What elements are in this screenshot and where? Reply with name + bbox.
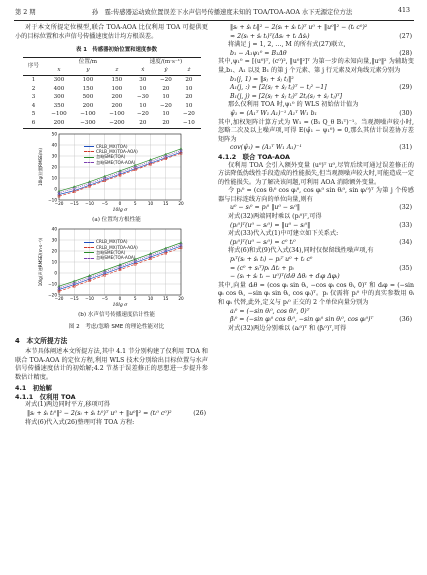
equation-27-body: ‖sᵢ + ṡᵢ tᵢ‖² − 2(sᵢ + ṡᵢ tᵢ)ᵀ u⁰ + ‖u⁰‖² − (tᵢ c⁰)² xyxy=(230,24,368,31)
table-header-serial: 序号 xyxy=(23,57,45,75)
table-cell: −100 xyxy=(51,111,67,118)
table-cell: 10 xyxy=(162,111,170,118)
table-sub: ẋ xyxy=(131,66,154,75)
x-tick-label: 10 xyxy=(147,200,154,206)
para-relation: 对式(33)代入式(1)中可建立如下关系式: xyxy=(228,230,339,238)
legend-swatch xyxy=(84,162,94,163)
equation-30 xyxy=(218,110,414,119)
header-rule xyxy=(14,20,414,21)
x-tick-label: −10 xyxy=(85,200,94,206)
table-header-vel: 速度/(m·s⁻¹) xyxy=(131,57,200,66)
equation-36-number: (36) xyxy=(399,316,412,324)
legend-swatch xyxy=(84,242,94,243)
table-header-pos: 位置/m xyxy=(45,57,132,66)
table-row xyxy=(23,110,201,119)
sensor-table xyxy=(23,57,201,129)
equation-32 xyxy=(218,204,414,213)
equation-29b-body: A₁(j, :) = [2(sⱼ + ṡⱼ tⱼ)ᵀ − tⱼ² −1] xyxy=(230,84,327,92)
legend-label: 忽略SME(TOA) xyxy=(96,249,126,255)
table-cell: 10 xyxy=(139,102,147,109)
table-cell: 20 xyxy=(185,94,193,101)
equation-35c xyxy=(218,273,414,282)
table-cell: 20 xyxy=(185,76,193,83)
equation-35b-body: = (c⁰ + sᵢᵀ)pᵢ Δtᵢ + pᵢ xyxy=(230,264,294,272)
equation-31-number: (31) xyxy=(399,144,412,152)
x-tick-label: 10 xyxy=(147,296,154,302)
equation-30-body: ψ̂₁ = (A₁ᵀ W₁ A₁)⁻¹ A₁ᵀ W₁ b₁ xyxy=(230,109,318,117)
table-row xyxy=(23,102,201,111)
equation-35a xyxy=(218,256,414,265)
table-cell: −20 xyxy=(159,102,172,109)
table-cell: −100 xyxy=(109,111,125,118)
table-caption: 表 1 传感器初始位置和速度参数 xyxy=(75,47,158,54)
table-cell: 150 xyxy=(111,76,123,83)
table-cell: −30 xyxy=(136,94,149,101)
table-cell: 100 xyxy=(82,76,94,83)
y-tick-label: 30 xyxy=(51,237,57,243)
table-cell: 350 xyxy=(53,102,65,109)
equation-26-body: ‖sᵢ + ṡᵢ tᵢ⁰‖² − 2(sᵢ + ṡᵢ tᵢ⁰)ᵀ u⁰ + ‖u⁰‖² = (tᵢ⁰ c⁰)² xyxy=(27,410,172,418)
para-vectors: 其中,向量 dᵢθ = (cos φᵢ sin θᵢ, −cos φᵢ cos θᵢ, 0)ᵀ 和 dᵢφ = (−sin φᵢ cos θᵢ, −sin φᵢ sin θᵢ, cos φᵢ)ᵀ。pᵢ 仅需将 pᵢ⁰ 中的真实参数用 θᵢ 和 φᵢ 代替,此外,定义与 pᵢ⁰ 正交的 2 个单位向量分别为 xyxy=(218,281,414,306)
table-cell: 300 xyxy=(53,94,65,101)
para-combine: 将满足 j = 1, 2, …, M 的所有式(27)联立, xyxy=(228,41,346,49)
table-cell: 150 xyxy=(82,85,94,92)
legend-swatch xyxy=(84,258,94,259)
y-tick-label: 20 xyxy=(51,248,57,254)
table-cell: −20 xyxy=(183,111,195,118)
equation-32-body: u⁰ − sᵢ⁰ = pᵢ⁰ ‖u⁰ − sᵢ⁰‖ xyxy=(230,204,300,212)
table-cell: 200 xyxy=(111,102,123,109)
running-title: 孙 霆:传感器运动致位置误差下水声信号传播速度未知的 TOA/TOA-AOA 水下无源定位方法 xyxy=(92,9,353,16)
x-tick-label: −20 xyxy=(54,296,64,302)
equation-31-body: cov(ψ̂₁) = (A₁ᵀ W₁ A₁)⁻¹ xyxy=(230,144,302,152)
table-cell: 30 xyxy=(139,76,147,83)
y-tick-label: 40 xyxy=(51,226,57,232)
fig-a-caption: (a) 位置均方根性能 xyxy=(92,216,141,223)
left-column xyxy=(15,24,208,427)
plot-a xyxy=(37,131,208,215)
equation-36a-body: aᵢ⁰ = (−sin θᵢ⁰, cos θᵢ⁰, 0)ᵀ xyxy=(230,307,310,315)
table-cell: −300 xyxy=(73,119,102,128)
table-cell: 200 xyxy=(82,102,94,109)
table-cell: 10 xyxy=(185,102,193,109)
equation-28-number: (28) xyxy=(399,49,412,57)
legend-label: 忽略SME(TOA) xyxy=(96,154,126,160)
table-subheader xyxy=(23,66,201,75)
equation-29b xyxy=(218,84,414,93)
equation-35c-body: − (sᵢ + ṡᵢ tᵢ − u⁰)ᵀ(dᵢθ Δθᵢ + dᵢφ Δφᵢ) xyxy=(230,273,340,281)
equation-35b xyxy=(218,265,414,274)
table-cell: 100 xyxy=(111,85,123,92)
x-tick-label: 5 xyxy=(133,200,137,206)
x-tick-label: 0 xyxy=(118,296,122,302)
x-tick-label: 5 xyxy=(133,296,137,302)
plot-b-legend xyxy=(84,239,138,261)
table-row xyxy=(23,93,201,102)
y-tick-label: 0 xyxy=(54,186,57,192)
legend-label: CRLB_MX(TOA-AOA) xyxy=(96,148,138,154)
table-cell: −10 xyxy=(177,119,200,128)
legend-entry xyxy=(84,255,138,260)
table-cell: 300 xyxy=(53,76,65,83)
figure-caption: 图 2 考虑/忽略 SME 的理论性能对比 xyxy=(68,323,165,330)
page-header xyxy=(0,0,427,22)
legend-swatch xyxy=(84,157,94,158)
legend-label: CRLB_MX(TOA-AOA) xyxy=(96,244,138,250)
legend-label: 忽略SME(TOA-AOA) xyxy=(96,255,136,261)
table-cell: 200 xyxy=(45,119,74,128)
issue-number: 第 2 期 xyxy=(15,9,36,16)
equation-32-number: (32) xyxy=(399,204,412,212)
para-toa-aoa: 仅利用 TOA 会引入额外变量 (u⁰)ᵀ u⁰,尽管后续可通过误差修正的方法降低伪线性手段造成的性能损失,但当观测噪声较大时,可能造成一定的性能损失。为了解决该问题,可利用 AOA 消除额外变量。 xyxy=(218,161,414,186)
equation-36b xyxy=(218,316,414,325)
equation-34-body: (pᵢ⁰)ᵀ(u⁰ − sᵢ⁰) = c⁰ tᵢ⁰ xyxy=(230,238,296,246)
table-cell: 20 xyxy=(154,119,177,128)
para-weight: 其中,加权矩阵计算方式为 W₁ = (B₁ Q_θ B₁ᵀ)⁻¹。当观测噪声较小时,忽略二次及以上噪声项,可得 E(ψ̂₁ − ψ₁⁰) = 0,那么其估计误差协方差矩阵为 xyxy=(218,118,414,143)
x-tick-label: −10 xyxy=(85,296,94,302)
table-cell: 1 xyxy=(31,76,36,83)
table-cell: 10 xyxy=(185,85,193,92)
legend-swatch xyxy=(84,151,94,152)
equation-27b-body: ≈ 2(sᵢ + ṡᵢ tᵢ)ᵀ(Δsᵢ + tᵢ Δṡᵢ) xyxy=(230,32,310,40)
x-tick-label: −5 xyxy=(101,296,108,302)
x-tick-label: −20 xyxy=(54,200,64,206)
section-4-paragraph: 本节具体阐述本文所提方法,其中 4.1 节分别构建了仅利用 TOA 和联合 TOA-AOA 的定位方程,利用 WLS 技术分别给出目标位置与水声信号传播速度估计的初始解;4.2 节基于误差修正的思想进一步提升参数估计精度。 xyxy=(15,347,208,381)
table-cell: 4 xyxy=(31,102,36,109)
plot-b xyxy=(37,226,208,310)
y-tick-label: 0 xyxy=(54,270,57,276)
x-axis-label: 10lg σ xyxy=(112,207,128,213)
equation-27-number: (27) xyxy=(399,32,412,40)
equation-29a xyxy=(218,76,414,85)
legend-swatch xyxy=(84,146,94,147)
x-axis-label: 10lg σ xyxy=(112,303,128,309)
equation-30-number: (30) xyxy=(399,109,412,117)
para-substitute: 将式(6)代入式(26)整理可将 TOA 方程: xyxy=(25,418,135,426)
table-row xyxy=(23,85,201,94)
equation-28-body: b₁ − A₁ψ₁⁰ = B₁Δθ xyxy=(230,49,287,57)
y-tick-label: 30 xyxy=(51,153,57,159)
x-tick-label: 0 xyxy=(118,200,122,206)
equation-33-body: (pᵢ⁰)ᵀ(u⁰ − sᵢ⁰) = ‖u⁰ − sᵢ⁰‖ xyxy=(230,221,311,229)
equation-29-number: (29) xyxy=(399,84,412,92)
legend-swatch xyxy=(84,252,94,253)
section-4-title: 4 本文所提方法 xyxy=(15,337,68,346)
y-tick-label: 10 xyxy=(51,175,57,181)
x-tick-label: 20 xyxy=(178,296,184,302)
x-tick-label: −15 xyxy=(69,200,79,206)
table-sub: y xyxy=(73,66,102,75)
equation-36a xyxy=(218,308,414,317)
equation-26 xyxy=(15,410,208,419)
equation-29a-body: b₁(j, 1) = ‖sⱼ + ṡⱼ tⱼ‖² xyxy=(230,75,294,83)
table-cell: 2 xyxy=(31,85,36,92)
table-row xyxy=(23,119,201,128)
x-tick-label: 20 xyxy=(178,200,184,206)
table-cell: 400 xyxy=(53,85,65,92)
para-final: 对式(32)两边分别乘以 (aᵢ⁰)ᵀ 和 (βᵢ⁰)ᵀ,可得 xyxy=(228,324,347,332)
x-tick-label: −15 xyxy=(69,296,79,302)
table-cell: 20 xyxy=(162,85,170,92)
table-cell: 500 xyxy=(82,94,94,101)
para-unit-vector: 令 pᵢ⁰ = (cos θᵢ⁰ cos φᵢ⁰, cos φᵢ⁰ sin θᵢ⁰, sin φᵢ⁰)ᵀ 为第 j 个传感器与目标连线方向的单位向量,则有 xyxy=(218,187,414,203)
equation-29c-body: B₁(j, j) = [2(sⱼ + ṡⱼ tⱼ)ᵀ 2tⱼ(sⱼ + ṡⱼ tⱼ)ᵀ] xyxy=(230,92,343,100)
legend-swatch xyxy=(84,247,94,248)
table-sub: z xyxy=(102,66,131,75)
table-cell: 5 xyxy=(31,111,36,118)
legend-label: CRLB_MX(TOA) xyxy=(96,239,128,245)
table-cell: 6 xyxy=(23,119,45,128)
equation-26-number: (26) xyxy=(193,410,206,418)
section-412-title: 4.1.2 联合 TOA-AOA xyxy=(218,152,290,161)
fig-b-caption: (b) 水声信号传播速度估计性能 xyxy=(78,312,155,319)
y-tick-label: −20 xyxy=(48,292,57,298)
table-cell: 200 xyxy=(111,94,123,101)
table-cell: 10 xyxy=(162,94,170,101)
y-tick-label: −10 xyxy=(48,281,57,287)
equation-34-number: (34) xyxy=(399,238,412,246)
x-tick-label: −5 xyxy=(101,200,108,206)
x-tick-label: 15 xyxy=(163,200,169,206)
table-cell: 20 xyxy=(131,119,154,128)
section-411-title: 4.1.1 仅利用 TOA xyxy=(15,392,76,401)
table-sub: ẏ xyxy=(154,66,177,75)
para-square: 对式(1)两边同时平方,移项可得 xyxy=(25,401,110,409)
table-cell: −20 xyxy=(136,111,149,118)
y-tick-label: 20 xyxy=(51,164,57,170)
table-sub: ż xyxy=(177,66,200,75)
table-cell: −200 xyxy=(102,119,131,128)
equation-35a-body: pᵢᵀ(sᵢ + ṡᵢ tᵢ) − pᵢᵀ u⁰ + tᵢ c⁰ xyxy=(230,256,313,264)
y-axis-label: 10lg(位置RMSE/m) xyxy=(38,147,43,186)
x-tick-label: 15 xyxy=(163,296,169,302)
y-tick-label: −10 xyxy=(48,197,57,203)
table-cell: −100 xyxy=(80,111,96,118)
legend-label: 忽略SME(TOA-AOA) xyxy=(96,159,136,165)
equation-36b-body: βᵢ⁰ = (−sin φᵢ⁰ cos θᵢ⁰, −sin φᵢ⁰ sin θᵢ⁰, cos φᵢ⁰)ᵀ xyxy=(230,316,374,324)
table-row xyxy=(23,75,201,84)
equation-31 xyxy=(218,144,414,153)
para-unknown-vector: 其中,ψ₁⁰ = [(u⁰)ᵀ, (c⁰)², ‖u⁰‖²]ᵀ 为第一步的未知向量,‖u⁰‖² 为辅助变量,b₁、A₁ 以及 B₁ 的第 j 个元素、第 j 行元素及对角线元素分别为 xyxy=(218,58,414,74)
para-linear-noise: 将式(6)和式(9)代入式(34),同时仅保留线性噪声项,有 xyxy=(228,247,374,255)
table-cell: −20 xyxy=(159,76,172,83)
legend-label: CRLB_MX(TOA) xyxy=(96,143,128,149)
para-multiply: 对式(32)两端同时乘以 (pᵢ⁰)ᵀ,可得 xyxy=(228,213,322,221)
y-tick-label: 40 xyxy=(51,142,57,148)
intro-paragraph: 对于本文所提定位模型,联合 TOA-AOA 比仅利用 TOA 可提供更小的目标位置和水声信号传播速度估计均方根误差。 xyxy=(15,24,208,40)
section-41-title: 4.1 初始解 xyxy=(15,384,52,393)
equation-35-number: (35) xyxy=(399,264,412,272)
y-tick-label: 50 xyxy=(51,131,57,137)
equation-33 xyxy=(218,222,414,231)
legend-entry xyxy=(84,160,138,165)
table-cell: 3 xyxy=(31,94,36,101)
y-axis-label: 10lg(声速RMSE/(m·s⁻¹)) xyxy=(38,237,43,287)
page-number: 413 xyxy=(398,7,411,14)
para-wls: 那么仅利用 TOA 时,ψ₁⁰ 的 WLS 初始估计值为 xyxy=(228,101,359,109)
right-column xyxy=(218,24,414,333)
table-cell: 10 xyxy=(139,85,147,92)
equation-33-number: (33) xyxy=(399,221,412,229)
plot-a-legend xyxy=(84,144,138,166)
equation-27b xyxy=(218,33,414,42)
table-sub: x xyxy=(45,66,74,75)
y-tick-label: 10 xyxy=(51,259,57,265)
equation-27 xyxy=(218,24,414,33)
